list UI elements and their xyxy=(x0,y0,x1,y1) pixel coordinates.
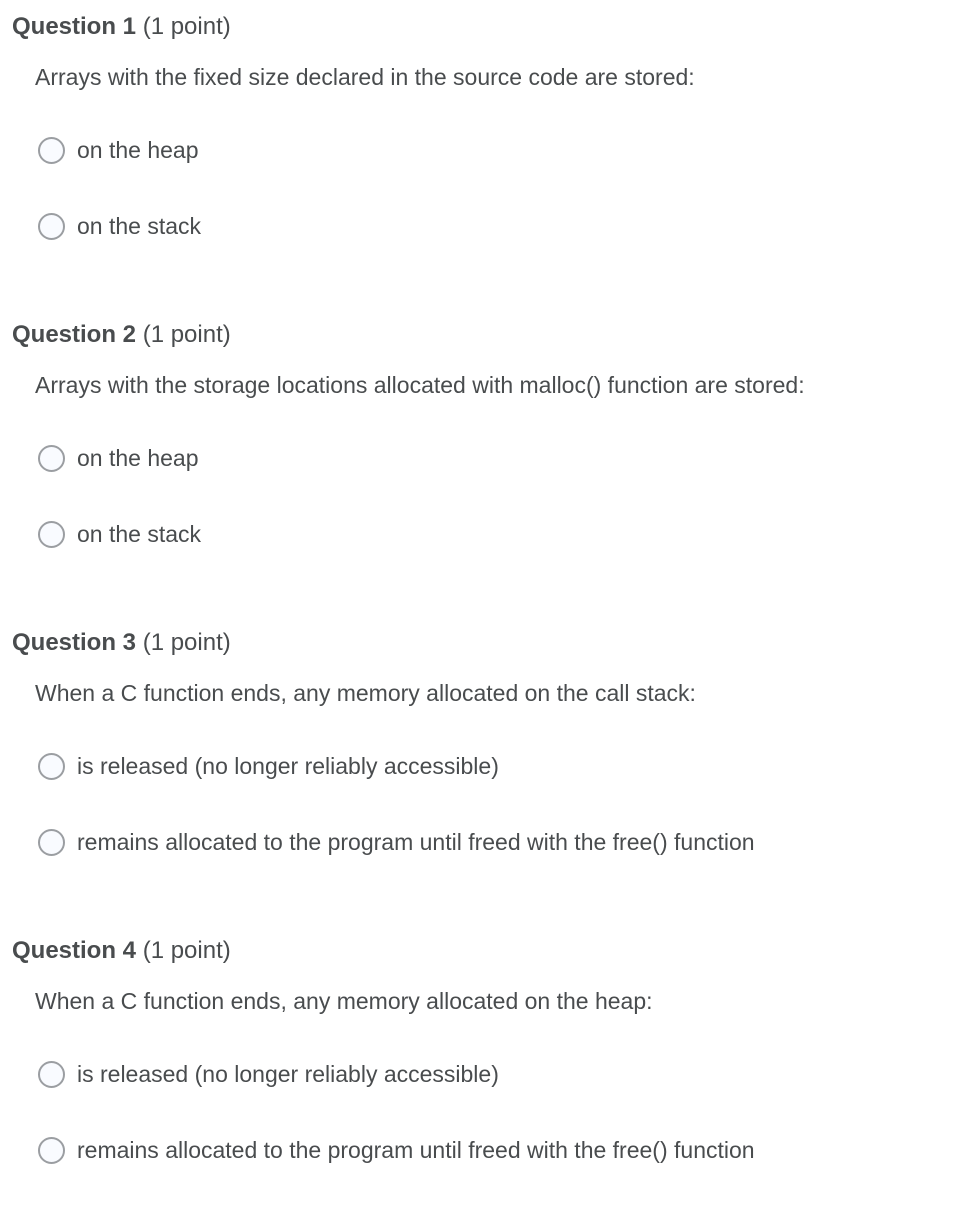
answer-option[interactable] xyxy=(38,829,755,856)
answer-option[interactable] xyxy=(38,753,499,780)
answer-option[interactable] xyxy=(38,137,199,164)
question-prompt: Arrays with the fixed size declared in the source code are stored: xyxy=(35,64,695,90)
radio-button[interactable] xyxy=(38,213,65,240)
answer-label[interactable]: remains allocated to the program until freed with the free() function xyxy=(77,1137,755,1163)
answer-option[interactable] xyxy=(38,445,199,472)
question-3 xyxy=(0,616,978,924)
question-prompt: When a C function ends, any memory allocated on the heap: xyxy=(35,988,653,1014)
answer-label[interactable]: on the heap xyxy=(77,445,199,471)
radio-button[interactable] xyxy=(38,445,65,472)
radio-button[interactable] xyxy=(38,521,65,548)
question-title: Question 3 xyxy=(12,629,137,656)
radio-button[interactable] xyxy=(38,829,65,856)
question-points: (1 point) xyxy=(142,321,231,348)
question-prompt: Arrays with the storage locations allocated with malloc() function are stored: xyxy=(35,372,805,398)
question-1 xyxy=(0,0,978,308)
answer-label[interactable]: is released (no longer reliably accessible) xyxy=(77,1061,499,1087)
radio-button[interactable] xyxy=(38,1061,65,1088)
question-2 xyxy=(0,308,978,616)
answer-option[interactable] xyxy=(38,1061,499,1088)
question-prompt: When a C function ends, any memory allocated on the call stack: xyxy=(35,680,696,706)
answer-label[interactable]: on the stack xyxy=(77,213,202,239)
question-points: (1 point) xyxy=(142,937,231,964)
radio-button[interactable] xyxy=(38,753,65,780)
answer-label[interactable]: remains allocated to the program until freed with the free() function xyxy=(77,829,755,855)
radio-button[interactable] xyxy=(38,137,65,164)
question-points: (1 point) xyxy=(142,629,231,656)
question-title: Question 2 xyxy=(12,321,137,348)
answer-option[interactable] xyxy=(38,1137,755,1164)
radio-button[interactable] xyxy=(38,1137,65,1164)
question-title: Question 1 xyxy=(12,13,137,40)
question-heading xyxy=(12,318,231,352)
question-title: Question 4 xyxy=(12,937,137,964)
answer-label[interactable]: on the heap xyxy=(77,137,199,163)
answer-option[interactable] xyxy=(38,213,201,240)
answer-label[interactable]: is released (no longer reliably accessible) xyxy=(77,753,499,779)
question-points: (1 point) xyxy=(142,13,231,40)
question-heading xyxy=(12,934,231,968)
question-heading xyxy=(12,626,231,660)
answer-label[interactable]: on the stack xyxy=(77,521,202,547)
question-heading xyxy=(12,10,231,44)
answer-option[interactable] xyxy=(38,521,201,548)
